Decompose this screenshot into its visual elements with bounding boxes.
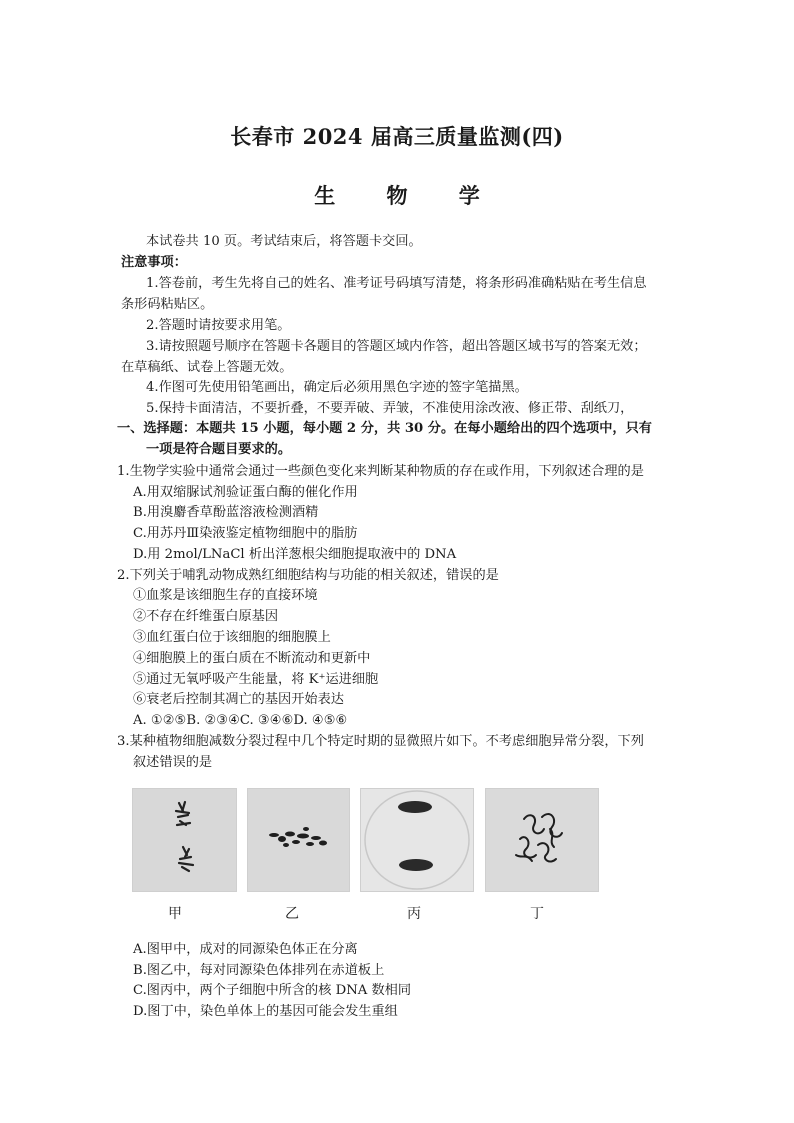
notice-item-2: 2.答题时请按要求用笔。 (146, 318, 291, 333)
micrograph-figures (130, 788, 600, 892)
notice-item-1a: 1.答卷前，考生先将自己的姓名、准考证号码填写清楚，将条形码准确粘贴在考生信息 (146, 276, 647, 291)
figure-label-yi: 乙 (285, 906, 299, 922)
q3-option-a: A.图甲中，成对的同源染色体正在分离 (133, 942, 358, 957)
notice-item-3b: 在草稿纸、试卷上答题无效。 (121, 360, 293, 375)
micrograph-yi-image (248, 789, 349, 891)
micrograph-jia (132, 788, 237, 892)
figure-label-jia: 甲 (168, 906, 182, 922)
micrograph-bing (360, 788, 474, 892)
notice-item-3a: 3.请按照题号顺序在答题卡各题目的答题区域内作答，超出答题区域书写的答案无效； (146, 339, 647, 354)
micrograph-jia-image (133, 789, 236, 891)
notice-heading: 注意事项： (121, 255, 187, 270)
q3-option-c: C.图丙中，两个子细胞中所含的核 DNA 数相同 (133, 983, 412, 998)
subject-title: 生 物 学 (314, 183, 502, 208)
q3-stem-b: 叙述错误的是 (133, 755, 213, 770)
q2-statement-6: ⑥衰老后控制其凋亡的基因开始表达 (133, 692, 344, 707)
exam-title: 长春市 2024 届高三质量监测(四) (230, 124, 564, 149)
q1-stem: 1.生物学实验中通常会通过一些颜色变化来判断某种物质的存在或作用，下列叙述合理的是 (117, 464, 644, 479)
q3-stem-a: 3.某种植物细胞减数分裂过程中几个特定时期的显微照片如下。不考虑细胞异常分裂，下列 (117, 734, 644, 749)
q1-option-b: B.用溴麝香草酚蓝溶液检测酒精 (133, 505, 319, 520)
section-heading-b: 一项是符合题目要求的。 (146, 442, 292, 457)
q2-statement-4: ④细胞膜上的蛋白质在不断流动和更新中 (133, 651, 371, 666)
micrograph-ding (485, 788, 599, 892)
q2-options: A. ①②⑤B. ②③④C. ③④⑥D. ④⑤⑥ (133, 713, 348, 728)
figure-label-bing: 丙 (407, 906, 421, 922)
q1-option-a: A.用双缩脲试剂验证蛋白酶的催化作用 (133, 485, 358, 500)
notice-item-5: 5.保持卡面清洁，不要折叠，不要弄破、弄皱，不准使用涂改液、修正带、刮纸刀， (146, 401, 634, 416)
micrograph-yi (247, 788, 350, 892)
figure-label-ding: 丁 (530, 906, 544, 922)
q2-statement-1: ①血浆是该细胞生存的直接环境 (133, 588, 318, 603)
micrograph-bing-image (361, 789, 473, 891)
notice-item-4: 4.作图可先使用铅笔画出，确定后必须用黑色字迹的签字笔描黑。 (146, 380, 528, 395)
q2-statement-2: ②不存在纤维蛋白原基因 (133, 609, 279, 624)
q3-option-d: D.图丁中，染色单体上的基因可能会发生重组 (133, 1004, 398, 1019)
micrograph-ding-image (486, 789, 598, 891)
intro-text: 本试卷共 10 页。考试结束后，将答题卡交回。 (146, 234, 422, 249)
notice-item-1b: 条形码粘贴区。 (121, 297, 214, 312)
q1-option-c: C.用苏丹Ⅲ染液鉴定植物细胞中的脂肪 (133, 526, 358, 541)
section-heading-a: 一、选择题：本题共 15 小题，每小题 2 分，共 30 分。在每小题给出的四个选项中，只有 (117, 421, 652, 436)
q1-option-d: D.用 2mol/LNaCl 析出洋葱根尖细胞提取液中的 DNA (133, 547, 457, 562)
q3-option-b: B.图乙中，每对同源染色体排列在赤道板上 (133, 963, 385, 978)
q2-stem: 2.下列关于哺乳动物成熟红细胞结构与功能的相关叙述，错误的是 (117, 568, 499, 583)
q2-statement-3: ③血红蛋白位于该细胞的细胞膜上 (133, 630, 331, 645)
q2-statement-5: ⑤通过无氧呼吸产生能量，将 K⁺运进细胞 (133, 672, 379, 687)
